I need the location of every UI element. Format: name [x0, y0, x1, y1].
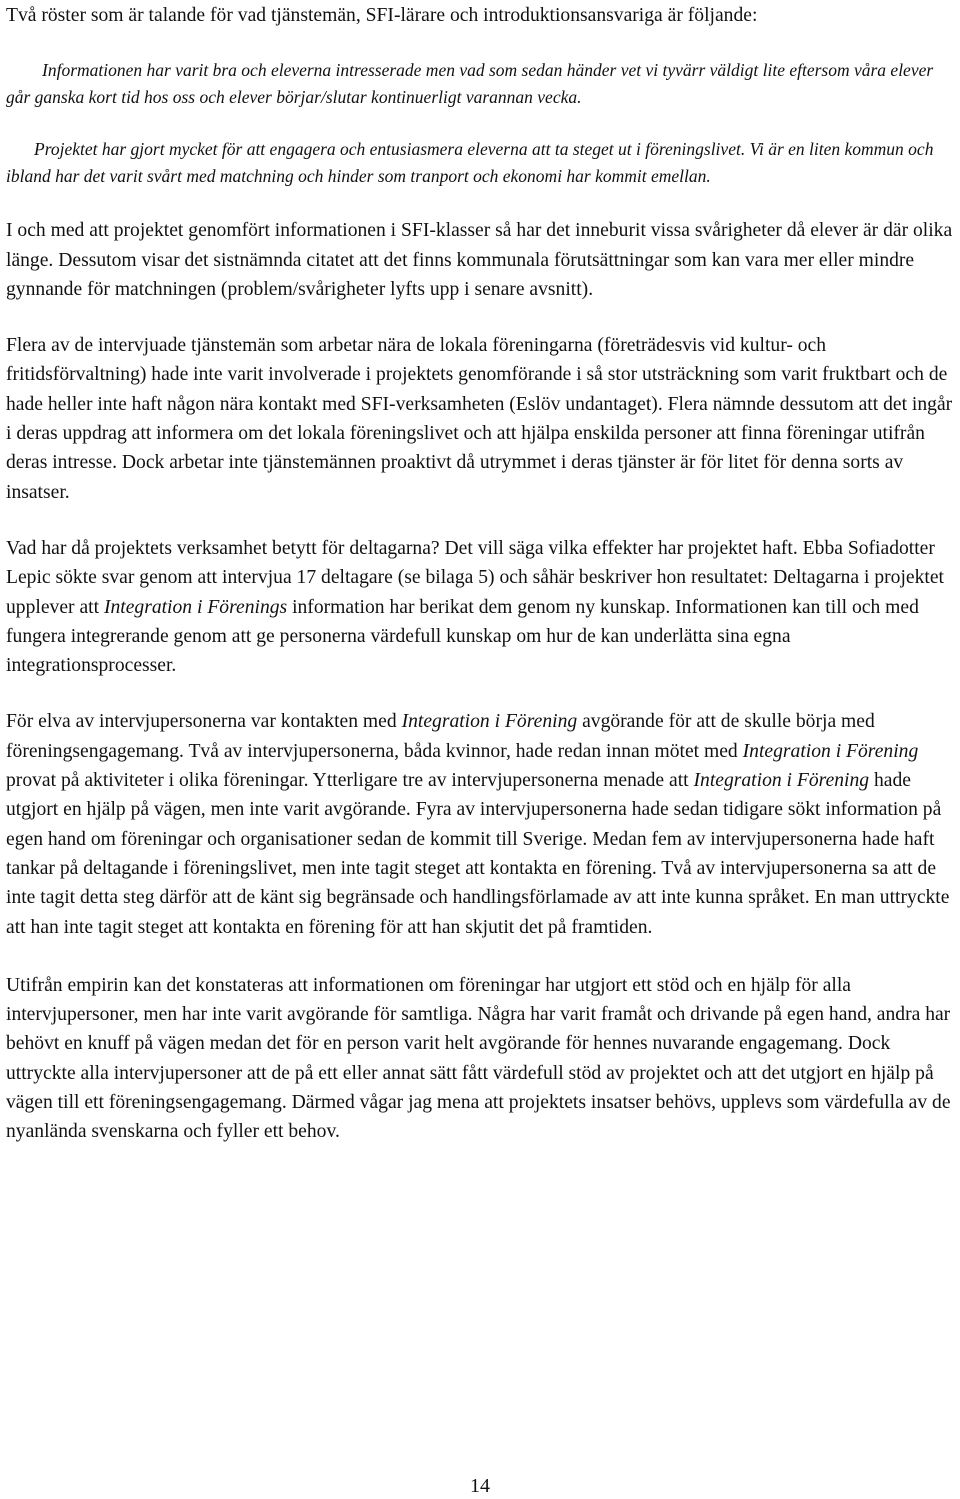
- emphasis-project-name: Integration i Förening: [693, 770, 870, 792]
- paragraph-intervjupersoner: [6, 707, 956, 941]
- emphasis-project-name: Integration i Förening: [742, 740, 919, 762]
- text-run: information har berikat dem genom ny kunskap. Informationen kan till och med fungera integrerande genom att ge personerna värdefull kunskap om hur de kan underlätta sina egna integrationsprocesser.: [6, 596, 919, 677]
- paragraph-deltagarna: [6, 534, 956, 680]
- emphasis-project-name: Integration i Förening: [401, 711, 578, 733]
- text-run: För elva av intervjupersonerna var kontakten med: [6, 711, 402, 733]
- paragraph-tjanstemän: Flera av de intervjuade tjänstemän som arbetar nära de lokala föreningarna (företrädesvis vid kultur- och fritidsförvaltning) hade inte varit involverade i projektets genomförande i så stor utsträckning som varit fruktbart och de hade heller inte haft någon nära kontakt med SFI-verksamheten (Eslöv undantaget). Flera nämnde dessutom att det ingår i deras uppdrag att informera om det lokala föreningslivet och att hjälpa enskilda personer att finna föreningar utifrån deras intresse. Dock arbetar inte tjänstemännen proaktivt då utrymmet i deras tjänster är för litet för denna sorts av insatser.: [6, 335, 953, 503]
- intro-paragraph: Två röster som är talande för vad tjänstemän, SFI-lärare och introduktionsansvariga är följande:: [6, 5, 758, 26]
- quote-informationen: Informationen har varit bra och eleverna intresserade men vad som sedan händer vet vi tyvärr väldigt lite eftersom våra elever går ganska kort tid hos oss och elever börjar/slutar kontinuerligt varannan vecka.: [6, 60, 934, 107]
- page-number: 14: [470, 1475, 490, 1497]
- quote-projektet: Projektet har gjort mycket för att engagera och entusiasmera eleverna att ta steget ut i föreningslivet. Vi är en liten kommun och ibland har det varit svårt med matchning och hinder som tranport och ekonomi har kommit emellan.: [6, 139, 934, 186]
- emphasis-project-name: Integration i Förenings: [103, 596, 288, 618]
- text-run: hade utgjort en hjälp på vägen, men inte varit avgörande. Fyra av intervjupersonerna hade sedan tidigare sökt information på egen hand om föreningar och organisationer sedan de kommit till Sverige. Medan fem av intervjupersonerna hade haft tankar på deltagande i föreningslivet, men inte tagit steget att kontakta en förening. Två av intervjupersonerna sa att de inte tagit detta steg därför att de känt sig begränsade och handlingsförlamade av att inte kunna språket. En man uttryckte att han inte tagit steget att kontakta en förening för att han skjutit det på framtiden.: [6, 770, 950, 938]
- paragraph-empirin: Utifrån empirin kan det konstateras att informationen om föreningar har utgjort ett stöd och en hjälp för alla intervjupersoner, men har inte varit avgörande för samtliga. Några har varit framåt och drivande på egen hand, andra har behövt en knuff på vägen medan det för en person varit helt avgörande för hennes nuvarande engagemang. Dock uttryckte alla intervjupersoner att de på ett eller annat sätt fått värdefull stöd av projektet och att det utgjort en hjälp på vägen till ett föreningsengagemang. Därmed vågar jag mena att projektets insatser behövs, upplevs som värdefulla av de nyanlända svenskarna och fyller ett behov.: [6, 974, 951, 1143]
- document-page: [6, 0, 956, 1499]
- text-run: provat på aktiviteter i olika föreningar. Ytterligare tre av intervjupersonerna menade att: [6, 770, 694, 792]
- text-run: Vad har då projektets verksamhet betytt för deltagarna? Det vill säga vilka effekter har projektet haft. Ebba Sofiadotter Lepic sökte svar genom att intervjua 17 deltagare (se bilaga 5) och såhär beskriver hon resultatet: Deltagarna i projektet upplever att: [6, 537, 944, 618]
- text-run: avgörande för att de skulle börja med föreningsengagemang. Två av intervjupersonerna, båda kvinnor, hade redan innan mötet med: [6, 711, 875, 762]
- paragraph-sfi-klasser: I och med att projektet genomfört informationen i SFI-klasser så har det inneburit vissa svårigheter då elever är där olika länge. Dessutom visar det sistnämnda citatet att det finns kommunala förutsättningar som kan vara mer eller mindre gynnande för matchningen (problem/svårigheter lyfts upp i senare avsnitt).: [6, 220, 953, 300]
